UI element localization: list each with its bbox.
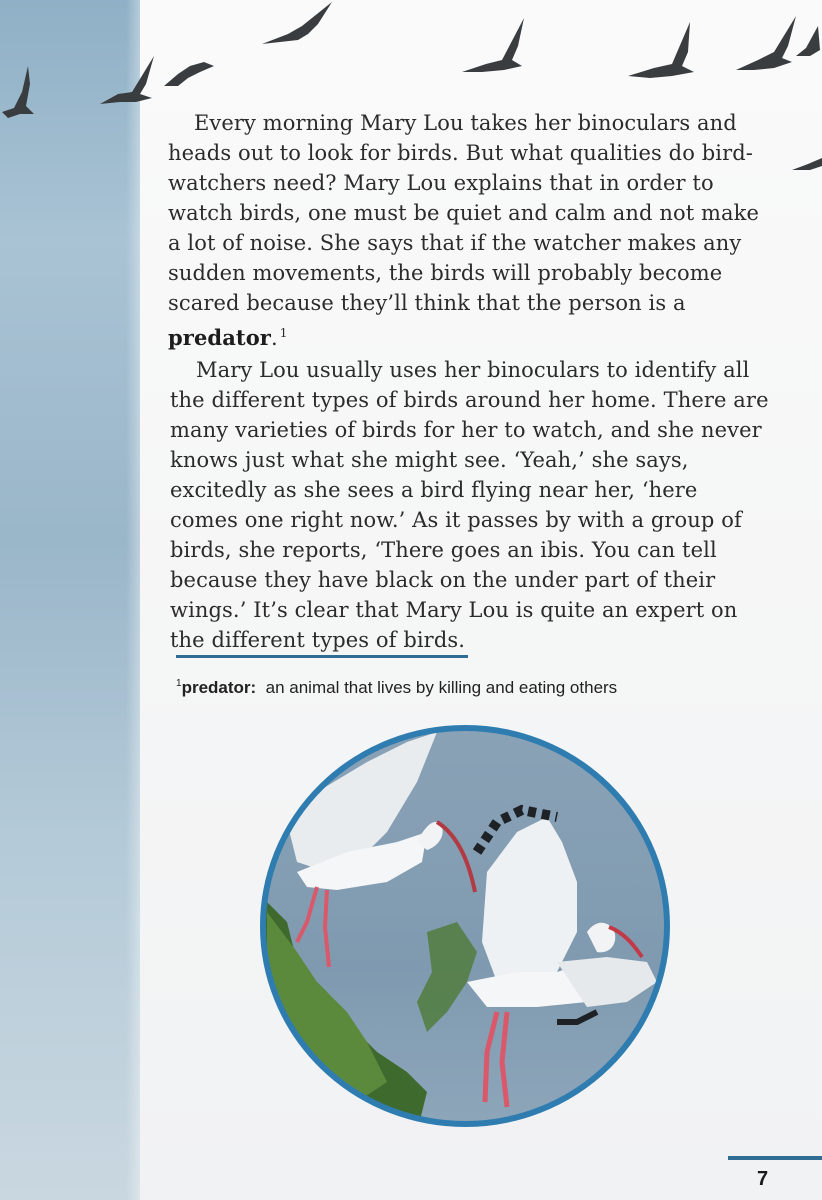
flying-bird-icon: [258, 0, 338, 50]
flying-bird-icon: [624, 18, 700, 84]
sky-side-band: [0, 0, 140, 1200]
flying-bird-icon: [0, 62, 40, 122]
flying-bird-icon: [160, 52, 220, 92]
footnote-number: 1: [176, 678, 182, 689]
footnote-definition: an animal that lives by killing and eating others: [265, 678, 618, 697]
footnote-reference: 1: [279, 326, 288, 340]
ibis-photo: [257, 722, 677, 1132]
flying-bird-icon: [96, 48, 166, 110]
paragraph-1: [168, 108, 768, 353]
paragraph-1-end: .: [270, 326, 278, 350]
page-number-rule: [728, 1156, 822, 1160]
paragraph-2-text: Mary Lou usually uses her binoculars to identify all the different types of birds around her home. There are many varieties of birds for her to watch, and she never knows just what she might see. ‘Yeah,’ she says, excitedly as she sees a bird flying near her, ‘here comes one right now.’ As it passes by with a group of birds, she reports, ‘There goes an ibis. You can tell because they have black on the under part of their wings.’ It’s clear that Mary Lou is quite an expert on the different types of birds.: [170, 358, 769, 652]
page-number: 7: [757, 1168, 769, 1190]
glossary-term-predator: predator: [168, 325, 271, 350]
footnote: [176, 678, 776, 698]
flying-bird-icon: [458, 14, 532, 78]
flying-bird-icon: [792, 20, 822, 60]
flying-bird-icon: [790, 150, 822, 176]
paragraph-2: [170, 355, 770, 655]
footnote-divider: [176, 655, 468, 658]
footnote-term: predator:: [181, 678, 257, 697]
paragraph-1-text: Every morning Mary Lou takes her binoculars and heads out to look for birds. But what qualities do bird-watchers need? Mary Lou explains that in order to watch birds, one must be quiet and calm and not make a lot of noise. She says that if the watcher makes any sudden movements, the birds will probably become scared because they’ll think that the person is a: [168, 111, 760, 315]
